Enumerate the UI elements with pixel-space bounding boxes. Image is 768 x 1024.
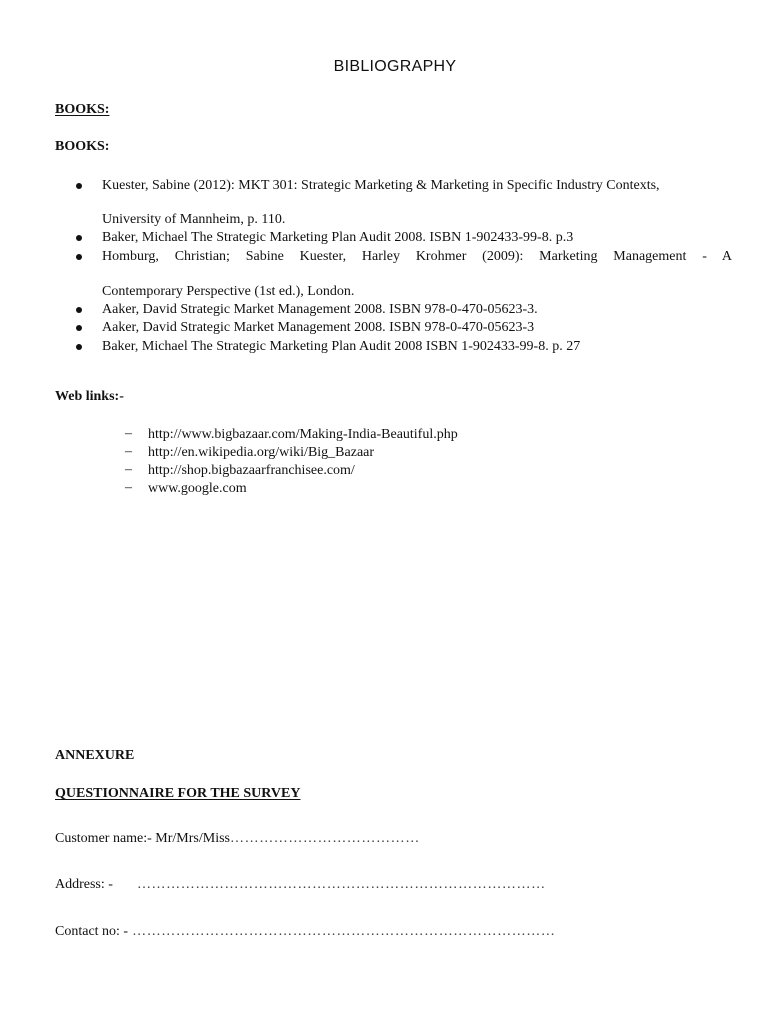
book-entry-line: Aaker, David Strategic Market Management 2008. ISBN 978-0-470-05623-3. bbox=[102, 302, 538, 317]
web-link[interactable]: http://www.bigbazaar.com/Making-India-Beautiful.php bbox=[148, 427, 458, 442]
questionnaire-heading: QUESTIONNAIRE FOR THE SURVEY bbox=[55, 786, 301, 801]
address-field bbox=[55, 877, 546, 893]
web-link[interactable]: http://shop.bigbazaarfranchisee.com/ bbox=[148, 463, 355, 478]
bullet-icon bbox=[76, 325, 82, 331]
books-heading-underlined: BOOKS: bbox=[55, 102, 110, 117]
dash-icon: – bbox=[125, 462, 132, 477]
book-entry-line: Homburg, Christian; Sabine Kuester, Harley Krohmer (2009): Marketing Management - A bbox=[102, 249, 732, 264]
book-entry-line: Baker, Michael The Strategic Marketing Plan Audit 2008 ISBN 1-902433-99-8. p. 27 bbox=[102, 339, 581, 354]
dash-icon: – bbox=[125, 444, 132, 459]
address-label: Address: - bbox=[55, 877, 113, 892]
contact-blank: …………………………………………………………………………… bbox=[132, 924, 556, 939]
customer-name-label: Customer name:- Mr/Mrs/Miss bbox=[55, 831, 230, 846]
book-entry-line: University of Mannheim, p. 110. bbox=[102, 212, 286, 227]
web-link[interactable]: http://en.wikipedia.org/wiki/Big_Bazaar bbox=[148, 445, 375, 460]
customer-name-blank: ………………………………… bbox=[230, 831, 420, 846]
bullet-icon bbox=[76, 183, 82, 189]
dash-icon: – bbox=[125, 426, 132, 441]
bullet-icon bbox=[76, 254, 82, 260]
bullet-icon bbox=[76, 307, 82, 313]
annexure-heading: ANNEXURE bbox=[55, 748, 135, 763]
book-entry-line: Aaker, David Strategic Market Management 2008. ISBN 978-0-470-05623-3 bbox=[102, 320, 535, 335]
books-heading: BOOKS: bbox=[55, 139, 110, 154]
address-blank: ………………………………………………………………………… bbox=[136, 877, 546, 892]
book-entry-line: Baker, Michael The Strategic Marketing Plan Audit 2008. ISBN 1-902433-99-8. p.3 bbox=[102, 230, 574, 245]
web-link[interactable]: www.google.com bbox=[148, 481, 247, 496]
book-entry-line: Kuester, Sabine (2012): MKT 301: Strategic Marketing & Marketing in Specific Industry Contexts, bbox=[102, 178, 660, 193]
contact-label: Contact no: - bbox=[55, 924, 129, 939]
page-title: BIBLIOGRAPHY bbox=[333, 58, 457, 75]
customer-name-field bbox=[55, 831, 420, 847]
bullet-icon bbox=[76, 235, 82, 241]
book-entry-line: Contemporary Perspective (1st ed.), London. bbox=[102, 284, 355, 299]
contact-field bbox=[55, 924, 556, 940]
web-links-heading: Web links:- bbox=[55, 389, 124, 404]
dash-icon: – bbox=[125, 480, 132, 495]
bullet-icon bbox=[76, 344, 82, 350]
